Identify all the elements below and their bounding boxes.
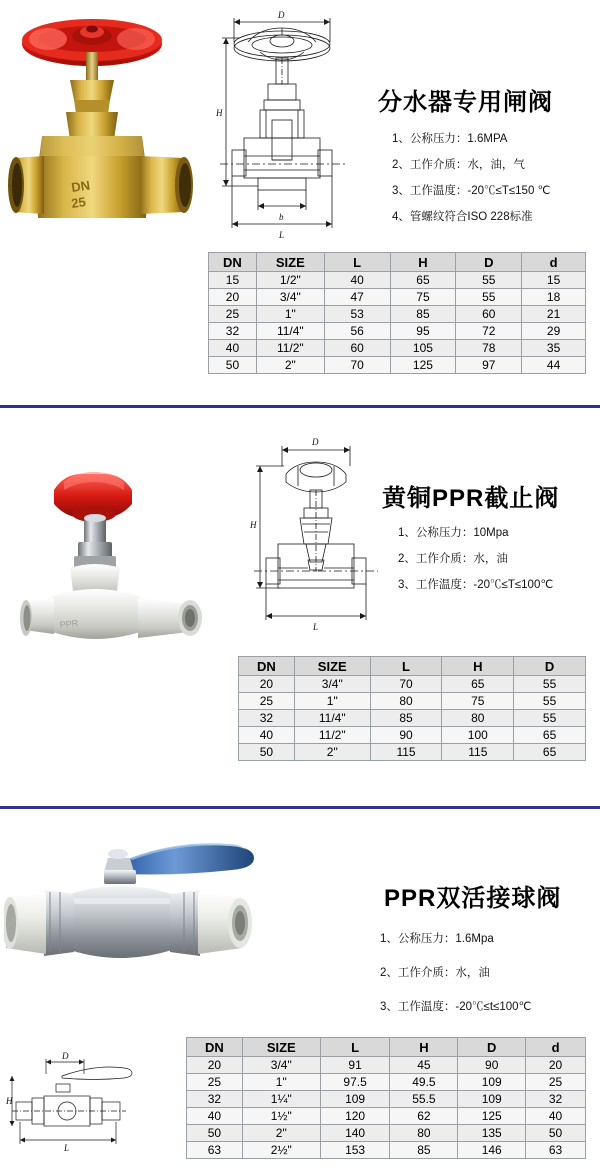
table-cell: 50 <box>526 1125 586 1142</box>
technical-drawing-gate-valve <box>200 8 360 240</box>
table-row <box>187 1057 586 1074</box>
table-cell: 1" <box>242 1074 320 1091</box>
table-cell: 25 <box>239 693 295 710</box>
table-cell: 53 <box>324 306 390 323</box>
svg-text:H: H <box>6 1096 13 1106</box>
spec-item: 3、工作温度：-20℃≤T≤150 ℃ <box>392 185 551 197</box>
table-cell: 85 <box>390 1142 458 1159</box>
table-cell: 80 <box>370 693 442 710</box>
table-cell: 56 <box>324 323 390 340</box>
table-cell: 91 <box>320 1057 390 1074</box>
table-cell: 29 <box>522 323 586 340</box>
table-cell: 50 <box>187 1125 243 1142</box>
svg-text:L: L <box>279 230 285 240</box>
table-cell: 2½" <box>242 1142 320 1159</box>
svg-text:D: D <box>278 10 285 20</box>
svg-text:DN: DN <box>70 177 92 195</box>
table-row <box>187 1108 586 1125</box>
spec-table-2 <box>238 656 586 761</box>
table-cell: 20 <box>187 1057 243 1074</box>
spec-item: 2、工作介质：水，油 <box>380 967 490 979</box>
table-cell: 105 <box>390 340 456 357</box>
table-row <box>209 323 586 340</box>
table-cell: 97.5 <box>320 1074 390 1091</box>
table-cell: 3/4" <box>242 1057 320 1074</box>
table-row <box>239 693 586 710</box>
table-cell: 125 <box>458 1108 526 1125</box>
table-cell: 25 <box>187 1074 243 1091</box>
table-cell: 11/4" <box>256 323 324 340</box>
section-divider-1 <box>0 405 600 408</box>
table-cell: 2" <box>242 1125 320 1142</box>
spec-item: 1、公称压力：1.6MPA <box>392 133 508 145</box>
table-cell: 85 <box>390 306 456 323</box>
table-header-cell: L <box>320 1038 390 1057</box>
spec-item: 2、工作介质：水，油，气 <box>392 159 525 171</box>
table-cell: 55 <box>456 289 522 306</box>
table-cell: 2" <box>294 744 370 761</box>
table-row <box>187 1142 586 1159</box>
table-header-cell: DN <box>239 657 295 676</box>
table-row <box>209 272 586 289</box>
table-cell: 90 <box>370 727 442 744</box>
spec-item: 3、工作温度：-20℃≤t≤100℃ <box>380 1001 532 1013</box>
spec-item: 3、工作温度：-20℃≤T≤100℃ <box>398 579 554 591</box>
table-cell: 65 <box>442 676 514 693</box>
table-cell: 75 <box>442 693 514 710</box>
table-cell: 1" <box>256 306 324 323</box>
table-cell: 90 <box>458 1057 526 1074</box>
svg-text:H: H <box>250 520 257 530</box>
table-cell: 63 <box>187 1142 243 1159</box>
table-cell: 140 <box>320 1125 390 1142</box>
spec-item: 2、工作介质：水，油 <box>398 553 508 565</box>
table-cell: 50 <box>209 357 257 374</box>
table-cell: 120 <box>320 1108 390 1125</box>
table-cell: 3/4" <box>256 289 324 306</box>
table-cell: 109 <box>458 1091 526 1108</box>
spec-table-3 <box>186 1037 586 1159</box>
svg-text:L: L <box>64 1143 70 1152</box>
table-cell: 18 <box>522 289 586 306</box>
table-cell: 15 <box>209 272 257 289</box>
table-cell: 109 <box>458 1074 526 1091</box>
svg-text:H: H <box>216 108 223 118</box>
table-cell: 2" <box>256 357 324 374</box>
table-cell: 135 <box>458 1125 526 1142</box>
table-cell: 40 <box>239 727 295 744</box>
table-header-row <box>187 1038 586 1057</box>
product-photo-gate-valve <box>8 6 198 246</box>
table-cell: 55 <box>456 272 522 289</box>
table-row <box>239 710 586 727</box>
svg-text:D: D <box>62 1052 69 1061</box>
table-cell: 70 <box>324 357 390 374</box>
table-header-row <box>239 657 586 676</box>
table-cell: 1¼" <box>242 1091 320 1108</box>
svg-text:b: b <box>279 212 284 222</box>
table-row <box>239 744 586 761</box>
product-title-2: 黄铜PPR截止阀 <box>382 485 560 512</box>
table-cell: 1½" <box>242 1108 320 1125</box>
table-cell: 32 <box>239 710 295 727</box>
table-cell: 125 <box>390 357 456 374</box>
table-header-cell: D <box>456 253 522 272</box>
table-row <box>209 357 586 374</box>
table-cell: 49.5 <box>390 1074 458 1091</box>
table-cell: 55 <box>514 693 586 710</box>
table-header-row <box>209 253 586 272</box>
table-cell: 11/4" <box>294 710 370 727</box>
table-row <box>239 676 586 693</box>
table-cell: 80 <box>390 1125 458 1142</box>
svg-text:25: 25 <box>70 194 87 211</box>
table-cell: 65 <box>514 727 586 744</box>
table-cell: 55 <box>514 710 586 727</box>
table-row <box>187 1074 586 1091</box>
spec-item: 1、公称压力：1.6Mpa <box>380 933 494 945</box>
table-row <box>187 1125 586 1142</box>
table-cell: 44 <box>522 357 586 374</box>
table-cell: 40 <box>187 1108 243 1125</box>
table-cell: 63 <box>526 1142 586 1159</box>
table-cell: 40 <box>526 1108 586 1125</box>
technical-drawing-globe-valve <box>238 432 388 652</box>
product-section-1 <box>0 0 600 407</box>
table-header-cell: SIZE <box>242 1038 320 1057</box>
table-cell: 78 <box>456 340 522 357</box>
table-cell: 80 <box>442 710 514 727</box>
table-cell: 40 <box>209 340 257 357</box>
svg-text:PPR: PPR <box>59 618 79 630</box>
table-header-cell: H <box>390 1038 458 1057</box>
table-cell: 70 <box>370 676 442 693</box>
table-header-cell: H <box>442 657 514 676</box>
table-cell: 20 <box>526 1057 586 1074</box>
table-cell: 45 <box>390 1057 458 1074</box>
table-cell: 25 <box>526 1074 586 1091</box>
product-specs-2 <box>398 520 598 598</box>
table-row <box>187 1091 586 1108</box>
product-specs-1 <box>392 126 597 230</box>
table-header-cell: DN <box>187 1038 243 1057</box>
product-photo-ball-valve <box>4 824 274 1014</box>
product-section-3 <box>0 810 600 1167</box>
table-cell: 146 <box>458 1142 526 1159</box>
table-cell: 65 <box>514 744 586 761</box>
table-cell: 97 <box>456 357 522 374</box>
table-cell: 15 <box>522 272 586 289</box>
table-cell: 75 <box>390 289 456 306</box>
product-title-1: 分水器专用闸阀 <box>378 89 553 116</box>
section-divider-2 <box>0 806 600 809</box>
table-cell: 1/2" <box>256 272 324 289</box>
table-cell: 65 <box>390 272 456 289</box>
product-section-2 <box>0 410 600 810</box>
table-cell: 50 <box>239 744 295 761</box>
table-cell: 20 <box>209 289 257 306</box>
table-cell: 60 <box>324 340 390 357</box>
table-header-cell: d <box>526 1038 586 1057</box>
svg-text:D: D <box>312 437 319 447</box>
table-cell: 95 <box>390 323 456 340</box>
table-cell: 153 <box>320 1142 390 1159</box>
table-cell: 32 <box>187 1091 243 1108</box>
technical-drawing-ball-valve <box>6 1052 156 1152</box>
spec-item: 4、管螺纹符合ISO 228标准 <box>392 211 533 223</box>
table-cell: 115 <box>442 744 514 761</box>
table-header-cell: L <box>370 657 442 676</box>
table-header-cell: DN <box>209 253 257 272</box>
product-specs-3 <box>380 922 595 1024</box>
table-cell: 47 <box>324 289 390 306</box>
table-cell: 3/4" <box>294 676 370 693</box>
table-cell: 32 <box>209 323 257 340</box>
table-cell: 20 <box>239 676 295 693</box>
table-cell: 62 <box>390 1108 458 1125</box>
table-cell: 25 <box>209 306 257 323</box>
table-cell: 100 <box>442 727 514 744</box>
svg-text:L: L <box>313 622 319 632</box>
table-header-cell: H <box>390 253 456 272</box>
spec-item: 1、公称压力：10Mpa <box>398 527 509 539</box>
spec-table-1 <box>208 252 586 374</box>
table-cell: 1" <box>294 693 370 710</box>
table-cell: 21 <box>522 306 586 323</box>
table-cell: 85 <box>370 710 442 727</box>
table-cell: 11/2" <box>256 340 324 357</box>
table-row <box>209 289 586 306</box>
table-cell: 32 <box>526 1091 586 1108</box>
table-cell: 35 <box>522 340 586 357</box>
table-row <box>239 727 586 744</box>
table-cell: 115 <box>370 744 442 761</box>
table-header-cell: SIZE <box>294 657 370 676</box>
table-row <box>209 340 586 357</box>
table-header-cell: SIZE <box>256 253 324 272</box>
product-title-3: PPR双活接球阀 <box>384 885 562 912</box>
table-cell: 11/2" <box>294 727 370 744</box>
table-cell: 72 <box>456 323 522 340</box>
table-header-cell: L <box>324 253 390 272</box>
product-photo-globe-valve <box>18 430 228 660</box>
table-header-cell: d <box>522 253 586 272</box>
table-cell: 109 <box>320 1091 390 1108</box>
table-cell: 55.5 <box>390 1091 458 1108</box>
table-cell: 40 <box>324 272 390 289</box>
table-cell: 55 <box>514 676 586 693</box>
table-cell: 60 <box>456 306 522 323</box>
table-header-cell: D <box>514 657 586 676</box>
table-header-cell: D <box>458 1038 526 1057</box>
table-row <box>209 306 586 323</box>
